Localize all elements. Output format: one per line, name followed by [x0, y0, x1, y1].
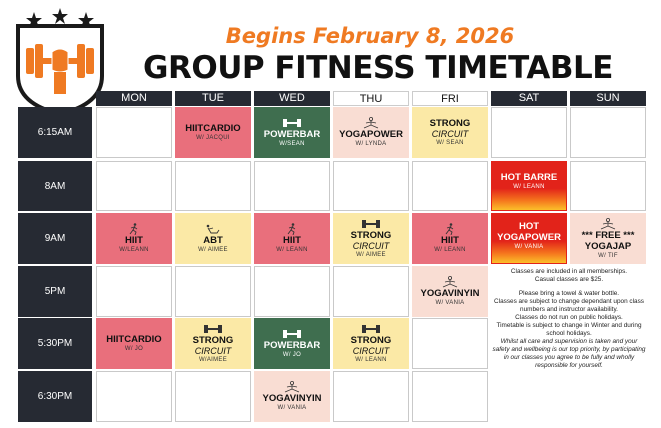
class-subtitle: CIRCUIT	[194, 346, 232, 356]
class-thu-530[interactable]	[333, 318, 409, 369]
class-instructor: W/ LEANN	[355, 357, 387, 363]
class-instructor: W/ JO	[124, 346, 144, 352]
note-line: Whilst all care and supervision is taken and your safety and wellbeing is our top priority, by participating in our classes you agree to be fully and wholly responsible for yourself.	[492, 338, 646, 369]
note-line: Classes do not run on public holidays.	[515, 314, 623, 321]
class-instructor: W/ VANIA	[514, 244, 544, 250]
class-subtitle: CIRCUIT	[431, 129, 469, 139]
class-fri-9[interactable]	[412, 213, 488, 264]
class-instructor: W/ AIMEE	[198, 247, 228, 253]
class-name: POWERBAR	[263, 340, 321, 351]
class-tue-9[interactable]	[175, 213, 251, 264]
class-name-line2: YOGAPOWER	[497, 232, 561, 243]
class-name: POWERBAR	[263, 129, 321, 140]
yoga-pose-icon	[439, 276, 461, 288]
day-header-wed: WED	[254, 91, 330, 106]
class-tue-530[interactable]	[175, 318, 251, 369]
class-sun-9[interactable]	[570, 213, 646, 264]
note-line: Please bring a towel & water bottle.	[518, 290, 620, 297]
dumbbell-icon	[360, 218, 382, 230]
yoga-pose-icon	[597, 218, 619, 230]
class-name: HIIT	[441, 235, 459, 246]
day-header-thu: THU	[333, 91, 409, 106]
slot-thu-5	[333, 266, 409, 317]
class-instructor: W/ LEANN	[434, 247, 466, 253]
class-instructor: W/ VANIA	[277, 405, 307, 411]
class-name: YOGAPOWER	[339, 129, 403, 140]
class-subtitle: CIRCUIT	[352, 241, 390, 251]
day-header-fri: FRI	[412, 91, 488, 106]
slot-mon-5	[96, 266, 172, 317]
time-630pm: 6:30PM	[18, 371, 92, 422]
time-615am: 6:15AM	[18, 107, 92, 158]
start-date: Begins February 8, 2026	[225, 24, 515, 48]
class-name: HOT BARRE	[500, 172, 558, 183]
day-header-mon: MON	[96, 91, 172, 106]
class-instructor: W/ LYNDA	[355, 141, 387, 147]
class-name: STRONG	[350, 335, 392, 346]
class-sat-9[interactable]	[491, 213, 567, 264]
page-title: GROUP FITNESS TIMETABLE	[143, 50, 613, 86]
runner-icon	[439, 223, 461, 235]
day-header-tue: TUE	[175, 91, 251, 106]
class-wed-630[interactable]	[254, 371, 330, 422]
class-instructor: W/ JO	[282, 352, 302, 358]
class-thu-9[interactable]	[333, 213, 409, 264]
class-sat-8[interactable]	[491, 161, 567, 211]
class-fri-5[interactable]	[412, 266, 488, 317]
slot-sat-615	[491, 107, 567, 158]
time-9am: 9AM	[18, 213, 92, 264]
class-name: HIIT	[125, 235, 143, 246]
slot-mon-630	[96, 371, 172, 422]
class-name: HIITCARDIO	[185, 123, 241, 134]
yoga-pose-icon	[360, 117, 382, 129]
class-instructor: W/ JACQUI	[196, 135, 230, 141]
class-name: ABT	[203, 235, 223, 246]
slot-wed-8	[254, 161, 330, 211]
dumbbell-icon	[202, 323, 224, 335]
slot-tue-5	[175, 266, 251, 317]
class-mon-9[interactable]	[96, 213, 172, 264]
time-8am: 8AM	[18, 161, 92, 211]
runner-icon	[123, 223, 145, 235]
note-line: Timetable is subject to change in Winter and during school holidays.	[496, 322, 642, 337]
note-line: Casual classes are $25.	[534, 276, 604, 283]
class-name: YOGAVINYIN	[420, 288, 480, 299]
class-name: STRONG	[429, 118, 471, 129]
class-wed-615[interactable]	[254, 107, 330, 158]
class-name: HIIT	[283, 235, 301, 246]
slot-mon-8	[96, 161, 172, 211]
slot-mon-615	[96, 107, 172, 158]
class-name: HOT	[518, 221, 540, 232]
runner-icon	[281, 223, 303, 235]
slot-fri-530	[412, 318, 488, 369]
class-name: HIITCARDIO	[106, 334, 162, 345]
note-line: Classes are included in all memberships.	[510, 268, 628, 275]
slot-tue-630	[175, 371, 251, 422]
class-name: YOGAVINYIN	[262, 393, 322, 404]
class-instructor: W/LEANN	[119, 247, 149, 253]
gym-shield-logo	[14, 8, 106, 116]
slot-sun-615	[570, 107, 646, 158]
note-line: Classes are subject to change dependant upon class numbers and instructor availability.	[494, 298, 644, 313]
class-subtitle: CIRCUIT	[352, 346, 390, 356]
class-instructor: W/SEAN	[279, 141, 305, 147]
class-wed-9[interactable]	[254, 213, 330, 264]
class-thu-615[interactable]	[333, 107, 409, 158]
class-wed-530[interactable]	[254, 318, 330, 369]
day-header-sat: SAT	[491, 91, 567, 106]
class-instructor: W/AIMEE	[198, 357, 228, 363]
slot-fri-8	[412, 161, 488, 211]
class-instructor: W/ VANIA	[435, 300, 465, 306]
slot-tue-8	[175, 161, 251, 211]
class-mon-530[interactable]	[96, 318, 172, 369]
slot-thu-8	[333, 161, 409, 211]
yoga-pose-icon	[281, 381, 303, 393]
class-name-line2: YOGAJAP	[584, 240, 632, 252]
slot-fri-630	[412, 371, 488, 422]
class-name: *** FREE ***	[581, 229, 635, 241]
situp-icon	[202, 223, 224, 235]
time-5pm: 5PM	[18, 266, 92, 317]
dumbbell-icon	[281, 117, 303, 129]
slot-sun-8	[570, 161, 646, 211]
membership-notes	[490, 266, 648, 414]
slot-thu-630	[333, 371, 409, 422]
dumbbell-icon	[281, 328, 303, 340]
class-instructor: W/ AIMEE	[356, 252, 386, 258]
class-instructor: W/ LEANN	[513, 184, 545, 190]
class-name: STRONG	[350, 230, 392, 241]
dumbbell-icon	[360, 323, 382, 335]
class-fri-615[interactable]	[412, 107, 488, 158]
slot-wed-5	[254, 266, 330, 317]
day-header-sun: SUN	[570, 91, 646, 106]
time-530pm: 5:30PM	[18, 318, 92, 369]
class-tue-615[interactable]	[175, 107, 251, 158]
class-instructor: W/ LEANN	[276, 247, 308, 253]
class-instructor: W/ SEAN	[436, 140, 464, 146]
class-instructor: W/ TIF	[598, 252, 618, 259]
class-name: STRONG	[192, 335, 234, 346]
